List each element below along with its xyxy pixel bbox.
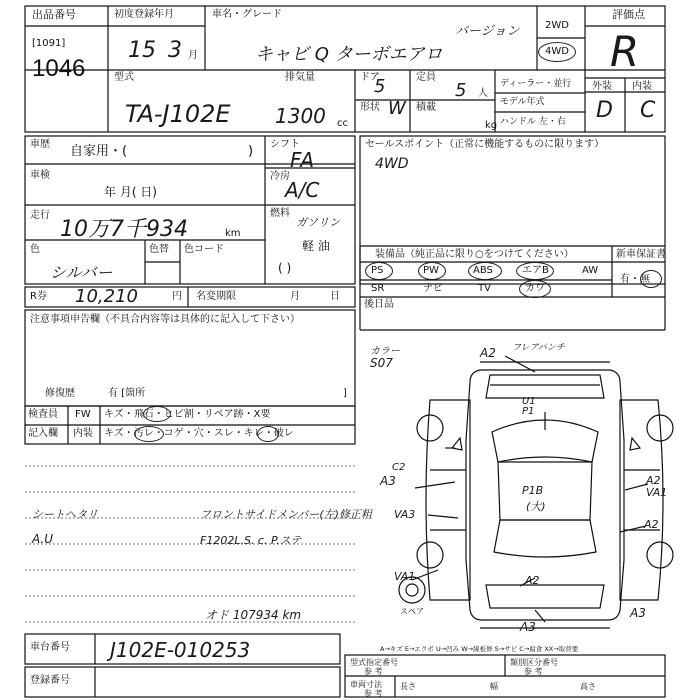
exterior-label: 外装 xyxy=(592,81,612,92)
drive-4wd: 4WD xyxy=(545,46,569,57)
color-code-label: 色コード xyxy=(184,244,224,255)
model-value: TA-J102E xyxy=(125,100,231,128)
title-expiry-label: 名変期限 xyxy=(196,291,236,302)
diagram-note-va1-left: VA1 xyxy=(394,570,416,583)
diagram-note-color-label: カラー xyxy=(370,346,400,357)
color-value: シルバー xyxy=(50,263,113,282)
fw-label: FW xyxy=(75,409,91,420)
car-name: キャビ Q ターボエアロ xyxy=(255,44,443,65)
note-f1202: F1202L.S. c. P.ステ xyxy=(200,534,302,547)
capacity-label: 定員 xyxy=(416,72,436,83)
title-month: 月 xyxy=(290,291,300,302)
fuel-alt: 軽 油 xyxy=(302,239,330,253)
diagram-note-color-code: S07 xyxy=(370,356,393,370)
displacement-label: 排気量 xyxy=(285,72,315,83)
selling-points-value: 4WD xyxy=(375,156,409,172)
interior-label: 内装 xyxy=(632,81,652,92)
interior-wear-circle xyxy=(257,426,279,442)
diagram-note-u1: U1 xyxy=(522,396,536,407)
diagram-note-a2-front: A2 xyxy=(480,346,496,360)
diagram-note-spare: スペア xyxy=(400,607,424,616)
grade-label: 評価点 xyxy=(612,8,645,21)
grade-value: R xyxy=(610,27,640,76)
attachment-label: 後日品 xyxy=(364,299,394,310)
equip-navi: ナビ xyxy=(423,283,443,294)
equip-abs-circle xyxy=(468,262,502,280)
dims-ref: 参 考 xyxy=(364,689,383,698)
reg-number-label: 登録番号 xyxy=(30,675,70,686)
inspection-date: 年 月( 日) xyxy=(104,185,157,199)
first-reg-year: 15 xyxy=(128,38,156,63)
note-au: A.U xyxy=(32,532,54,546)
mileage-unit: km xyxy=(225,228,241,239)
type-spec-label: 型式指定番号 xyxy=(350,658,398,667)
diagram-note-a3-corner: A3 xyxy=(630,606,646,620)
equip-airbag: エアB xyxy=(522,265,549,276)
equip-airbag-circle xyxy=(516,262,554,280)
interior-value: C xyxy=(640,98,656,123)
height-label: 高さ xyxy=(580,682,596,691)
note-member: フロントサイドメンバー(左)修正粗 xyxy=(200,508,372,521)
width-label: 幅 xyxy=(490,682,498,691)
history-close: ) xyxy=(248,144,254,159)
first-reg-month: 3 xyxy=(168,38,182,63)
inspection-label: 車検 xyxy=(30,170,50,181)
diagram-note-flare: フレアパンチ xyxy=(512,343,565,353)
fuel-label: 燃料 xyxy=(270,208,290,219)
equip-sr: SR xyxy=(371,283,385,294)
model-year-label: モデル年式 xyxy=(500,97,545,107)
mileage-label: 走行 xyxy=(30,210,50,221)
ac-value: A/C xyxy=(285,178,320,202)
recycle-unit: 円 xyxy=(172,291,182,302)
repair-close: ] xyxy=(343,388,347,399)
diagram-note-a3-left: A3 xyxy=(380,474,396,488)
damage-legend: A→キズ E→エクボ U→凹み W→線板修 S→サビ C→腐食 XX→取替要 xyxy=(380,645,579,653)
car-version: バージョン xyxy=(455,24,520,39)
fw-items: キズ・飛石・ヒビ割・リペア跡・X要 xyxy=(104,409,271,420)
notes-label: 注意事項申告欄（不具合内容等は具体的に記入して下さい） xyxy=(30,314,300,325)
displacement-value: 1300 xyxy=(275,104,326,128)
length-label: 長さ xyxy=(400,682,416,691)
interior-row-label: 内装 xyxy=(73,428,93,439)
equip-tv: TV xyxy=(478,283,491,294)
repair-label: 修復歴 xyxy=(45,388,75,399)
equipment-label: 装備品（純正品に限り○をつけてください） xyxy=(375,249,574,260)
color-label: 色 xyxy=(30,244,40,255)
first-reg-label: 初度登録年月 xyxy=(114,9,174,20)
note-seat: シートヘタリ xyxy=(32,508,98,521)
equip-leather-circle xyxy=(519,280,551,298)
odometer-note: オド 107934 km xyxy=(205,608,302,622)
lot-number: 1046 xyxy=(32,55,86,82)
fuel-paren: ( ) xyxy=(278,261,292,275)
history-label: 車歴 xyxy=(30,139,50,150)
car-name-label: 車名・グレード xyxy=(212,9,282,20)
handle-label: ハンドル 左・右 xyxy=(500,117,566,127)
warranty-none-circle xyxy=(640,270,662,288)
diagram-note-c2: C2 xyxy=(392,462,406,473)
door-label: ドア xyxy=(360,72,380,83)
repair-value: 有 [箇所 xyxy=(108,388,146,399)
equip-aw: AW xyxy=(582,265,599,276)
warranty-label: 新車保証書 xyxy=(616,249,666,260)
diagram-note-p1b: P1B xyxy=(522,484,544,497)
diagram-note-a2-right: A2 xyxy=(646,474,661,487)
diagram-note-va1-right: VA1 xyxy=(646,486,668,499)
diagram-note-large: (大) xyxy=(526,500,546,513)
recycle-value: 10,210 xyxy=(75,286,138,307)
shift-label: シフト xyxy=(270,139,300,150)
equip-pw: PW xyxy=(423,265,439,276)
shape-label: 形状 xyxy=(360,102,380,113)
payload-unit: kg xyxy=(485,120,498,131)
interior-dirt-circle xyxy=(134,426,164,442)
dims-label: 車両寸法 xyxy=(350,680,382,689)
diagram-note-a2-right-lower: A2 xyxy=(644,518,659,531)
capacity-unit: 人 xyxy=(478,88,488,99)
shift-value: FA xyxy=(290,148,315,172)
diagram-note-a2-rear: A2 xyxy=(525,574,540,587)
equip-ps: PS xyxy=(371,265,384,276)
door-value: 5 xyxy=(374,76,386,97)
diagram-note-p1: P1 xyxy=(522,406,535,417)
history-value: 自家用・( xyxy=(70,144,128,159)
chassis-value: J102E-010253 xyxy=(110,638,251,662)
payload-label: 積載 xyxy=(416,102,436,113)
title-day: 日 xyxy=(330,291,340,302)
equip-ps-circle xyxy=(365,262,393,280)
fuel-value: ガソリン xyxy=(296,216,340,229)
inspector-label: 検査員 xyxy=(28,409,58,420)
class-label: 類別区分番号 xyxy=(510,658,558,667)
lot-header: 出品番号 xyxy=(32,8,76,21)
displacement-unit: cc xyxy=(337,118,348,129)
mileage-value: 10万7千934 xyxy=(60,217,188,242)
type-spec-ref: 参 考 xyxy=(364,667,383,676)
equip-leather: カワ xyxy=(525,283,545,294)
color-change-label: 色替 xyxy=(149,244,169,255)
dealer-label: ディーラー・並行 xyxy=(500,79,572,89)
chassis-label: 車台番号 xyxy=(30,642,70,653)
diagram-note-a3-rear: A3 xyxy=(520,620,536,634)
equip-pw-circle xyxy=(418,262,446,280)
selling-points-label: セールスポイント（正常に機能するものに限ります） xyxy=(365,139,605,150)
recycle-label: R券 xyxy=(30,291,47,302)
interior-items: キズ・汚レ・コゲ・穴・スレ・キレ・破レ xyxy=(104,428,294,439)
lot-code: [1091] xyxy=(32,38,66,49)
warranty-options: 有・無 xyxy=(620,274,650,285)
month-unit: 月 xyxy=(188,50,198,61)
drive-2wd: 2WD xyxy=(545,20,569,31)
record-label: 記入欄 xyxy=(28,428,58,439)
shape-value: W xyxy=(388,98,406,119)
capacity-value: 5 xyxy=(455,80,467,101)
fw-stone-circle xyxy=(143,406,171,422)
model-label: 型式 xyxy=(114,72,134,83)
equip-abs: ABS xyxy=(473,265,493,276)
diagram-note-va3: VA3 xyxy=(394,508,416,521)
ac-label: 冷房 xyxy=(270,171,290,182)
drive-4wd-circle xyxy=(538,42,576,62)
class-ref: 参 考 xyxy=(524,667,543,676)
exterior-value: D xyxy=(596,98,613,123)
